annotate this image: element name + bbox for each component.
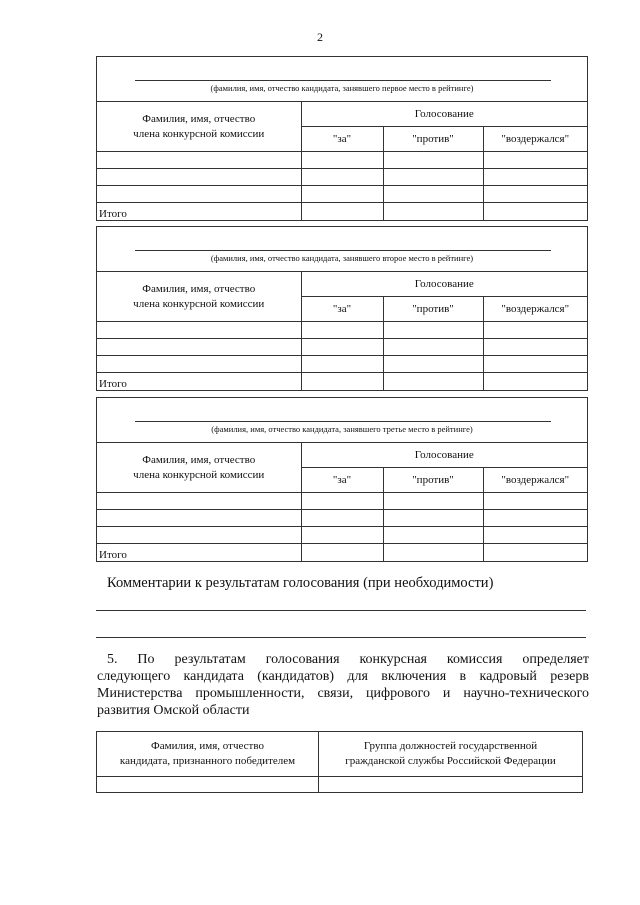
table-row [97, 152, 587, 169]
table-row [97, 777, 583, 793]
vote-table [97, 443, 587, 561]
table-row [97, 527, 587, 544]
for-header: "за" [301, 468, 383, 493]
vote-block-second [96, 226, 588, 391]
member-header: Фамилия, имя, отчество члена конкурсной комиссии [97, 443, 301, 493]
vote-block-third [96, 397, 588, 562]
winner-name-header: Фамилия, имя, отчество кандидата, признанного победителем [97, 732, 319, 777]
table-row [97, 493, 587, 510]
comment-line [96, 610, 586, 611]
against-header: "против" [383, 297, 483, 322]
against-header: "против" [383, 127, 483, 152]
page-number: 2 [317, 30, 323, 44]
vote-block-first [96, 56, 588, 221]
winner-table [96, 731, 583, 793]
table-row [97, 356, 587, 373]
candidate-caption: (фамилия, имя, отчество кандидата, занявшего второе место в рейтинге) [210, 253, 474, 263]
against-header: "против" [383, 468, 483, 493]
vote-table [97, 272, 587, 390]
for-header: "за" [301, 297, 383, 322]
abstained-header: "воздержался" [483, 297, 587, 322]
total-row: Итого [97, 544, 587, 561]
total-row: Итого [97, 373, 587, 390]
position-group-header: Группа должностей государственной гражданской службы Российской Федерации [319, 732, 583, 777]
comment-line [96, 637, 586, 638]
for-header: "за" [301, 127, 383, 152]
abstained-header: "воздержался" [483, 468, 587, 493]
candidate-caption: (фамилия, имя, отчество кандидата, занявшего третье место в рейтинге) [211, 424, 473, 434]
member-header: Фамилия, имя, отчество члена конкурсной комиссии [97, 272, 301, 322]
voting-header: Голосование [301, 272, 587, 297]
comments-label: Комментарии к результатам голосования (при необходимости) [107, 575, 494, 591]
abstained-header: "воздержался" [483, 127, 587, 152]
member-header: Фамилия, имя, отчество члена конкурсной комиссии [97, 102, 301, 152]
voting-header: Голосование [301, 102, 587, 127]
table-row [97, 169, 587, 186]
vote-table [97, 102, 587, 220]
total-row: Итого [97, 203, 587, 220]
table-row [97, 510, 587, 527]
candidate-name-line [97, 227, 587, 272]
candidate-caption: (фамилия, имя, отчество кандидата, занявшего первое место в рейтинге) [210, 83, 474, 93]
voting-header: Голосование [301, 443, 587, 468]
table-row [97, 186, 587, 203]
candidate-name-line [97, 57, 587, 102]
candidate-name-line [97, 398, 587, 443]
table-row [97, 339, 587, 356]
table-row [97, 322, 587, 339]
paragraph-5: 5. По результатам голосования конкурсная комиссия определяет следующего кандидата (кандидатов) для включения в кадровый резерв Министерства промышленности, связи, цифрового и научно-технического развития Омской области [97, 652, 589, 718]
